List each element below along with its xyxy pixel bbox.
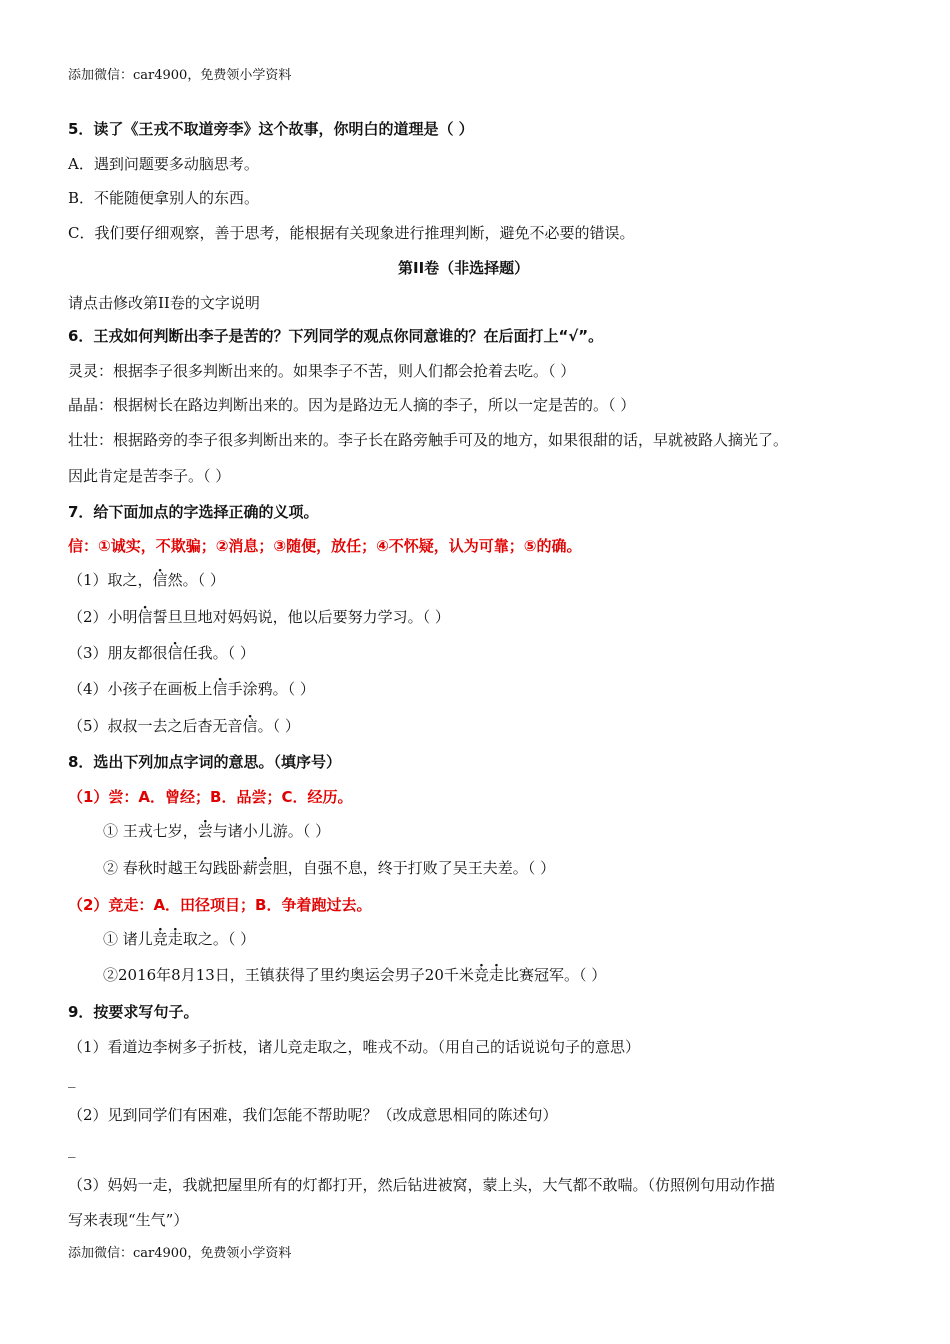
dotted-char: 信 bbox=[212, 680, 228, 698]
q7-item-4: （4）小孩子在画板上信手涂鸦。（ ） bbox=[68, 680, 315, 698]
q8-part2-meanings: （2）竞走：A．田径项目；B．争着跑过去。 bbox=[68, 896, 372, 914]
dotted-char: 竞 bbox=[152, 930, 168, 948]
q9-sentence-3-line2: 写来表现“生气”） bbox=[68, 1211, 189, 1229]
q9-sentence-2: （2）见到同学们有困难，我们怎能不帮助呢？（改成意思相同的陈述句） bbox=[68, 1106, 558, 1124]
q8-part1-meanings: （1）尝：A．曾经；B．品尝；C．经历。 bbox=[68, 788, 353, 806]
q5-option-c: C．我们要仔细观察，善于思考，能根据有关现象进行推理判断，避免不必要的错误。 bbox=[68, 224, 635, 242]
q9-sentence-1: （1）看道边李树多子折枝，诸儿竞走取之，唯戎不动。（用自己的话说说句子的意思） bbox=[68, 1038, 641, 1056]
dotted-char: 信 bbox=[242, 717, 258, 735]
q6-zhuangzhuang-line1: 壮壮：根据路旁的李子很多判断出来的。李子长在路旁触手可及的地方，如果很甜的话，早就被路人摘光了。 bbox=[68, 431, 789, 449]
dotted-char: 走 bbox=[167, 930, 183, 948]
q5-question: 5．读了《王戎不取道旁李》这个故事，你明白的道理是（ ） bbox=[68, 120, 474, 138]
dotted-char: 信 bbox=[137, 608, 153, 626]
q6-jingjing: 晶晶：根据树长在路边判断出来的。因为是路边无人摘的李子，所以一定是苦的。（ ） bbox=[68, 396, 636, 414]
section-note: 请点击修改第II卷的文字说明 bbox=[68, 294, 260, 312]
q5-option-b: B．不能随便拿别人的东西。 bbox=[68, 189, 260, 207]
q8-question: 8．选出下列加点字词的意思。（填序号） bbox=[68, 753, 341, 771]
q8-part1-b: ② 春秋时越王勾践卧薪尝胆，自强不息，终于打败了吴王夫差。（ ） bbox=[103, 859, 556, 877]
page-header: 添加微信：car4900，免费领小学资料 bbox=[68, 68, 292, 83]
q6-question: 6．王戎如何判断出李子是苦的？下列同学的观点你同意谁的？在后面打上“√”。 bbox=[68, 327, 604, 345]
page-footer: 添加微信：car4900，免费领小学资料 bbox=[68, 1246, 292, 1261]
q7-item-1: （1）取之，信然。（ ） bbox=[68, 571, 225, 589]
dotted-char: 竞 bbox=[473, 966, 489, 984]
answer-blank-1: _ bbox=[68, 1070, 76, 1088]
answer-blank-2: _ bbox=[68, 1140, 76, 1158]
dotted-char: 走 bbox=[488, 966, 504, 984]
q7-meanings: 信：①诚实，不欺骗；②消息；③随便，放任；④不怀疑，认为可靠；⑤的确。 bbox=[68, 537, 582, 555]
dotted-char: 尝 bbox=[197, 822, 213, 840]
q9-question: 9．按要求写句子。 bbox=[68, 1003, 199, 1021]
q7-item-5: （5）叔叔一去之后杳无音信。（ ） bbox=[68, 717, 300, 735]
q7-item-2: （2）小明信誓旦旦地对妈妈说，他以后要努力学习。（ ） bbox=[68, 608, 450, 626]
q7-item-3: （3）朋友都很信任我。（ ） bbox=[68, 644, 255, 662]
q6-zhuangzhuang-line2: 因此肯定是苦李子。（ ） bbox=[68, 467, 231, 485]
q6-linglin: 灵灵：根据李子很多判断出来的。如果李子不苦，则人们都会抢着去吃。（ ） bbox=[68, 362, 576, 380]
q8-part2-b: ②2016年8月13日，王镇获得了里约奥运会男子20千米竞走比赛冠军。（ ） bbox=[103, 966, 607, 984]
q5-option-a: A．遇到问题要多动脑思考。 bbox=[68, 155, 259, 173]
q7-question: 7．给下面加点的字选择正确的义项。 bbox=[68, 503, 319, 521]
q9-sentence-3-line1: （3）妈妈一走，我就把屋里所有的灯都打开，然后钻进被窝，蒙上头，大气都不敢喘。（仿照例句用动作描 bbox=[68, 1176, 776, 1194]
q8-part2-a: ① 诸儿竞走取之。（ ） bbox=[103, 930, 256, 948]
dotted-char: 尝 bbox=[257, 859, 273, 877]
dotted-char: 信 bbox=[152, 571, 168, 589]
dotted-char: 信 bbox=[167, 644, 183, 662]
section-title: 第II卷（非选择题） bbox=[398, 259, 530, 277]
q8-part1-a: ① 王戎七岁，尝与诸小儿游。（ ） bbox=[103, 822, 331, 840]
